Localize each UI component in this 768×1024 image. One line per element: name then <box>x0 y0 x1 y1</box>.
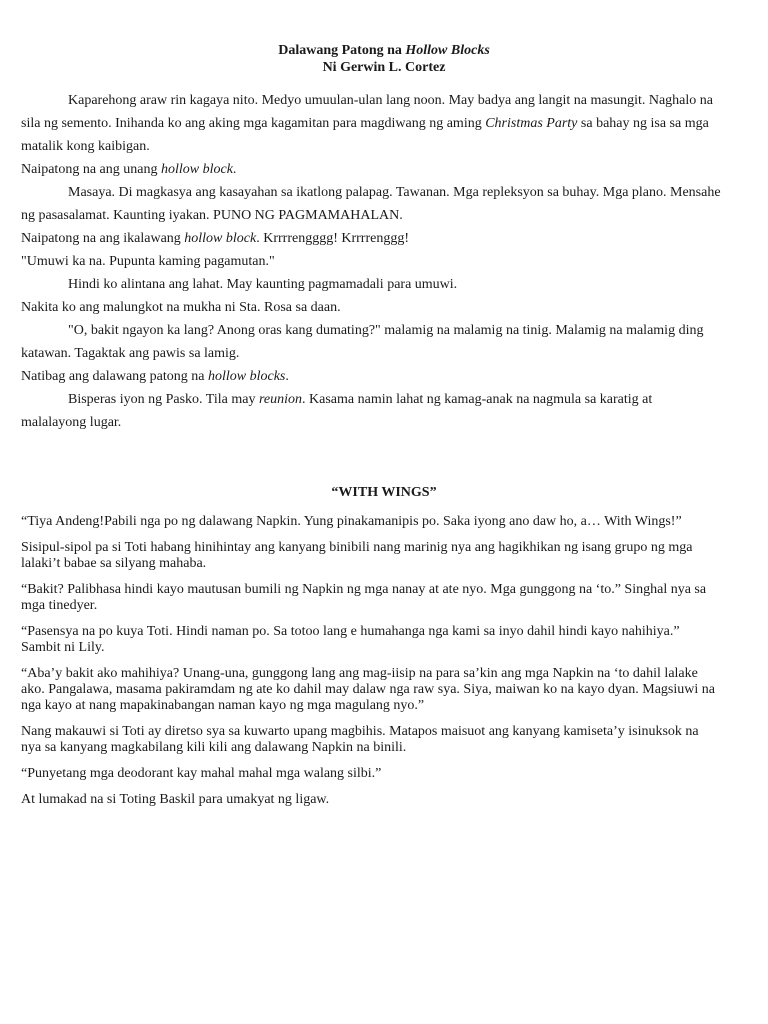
paragraph: Nakita ko ang malungkot na mukha ni Sta. Rosa sa daan. <box>21 300 341 315</box>
story1-title-italic: Hollow Blocks <box>405 43 490 58</box>
text-run: . Kasama namin lahat ng kamag-anak na nagmula sa karatig at malalayong lugar. <box>21 392 653 430</box>
paragraph: “Tiya Andeng!Pabili nga po ng dalawang Napkin. Yung pinakamanipis po. Saka iyong ano daw ho, a… With Wings!” <box>21 514 682 529</box>
italic-run: reunion <box>258 392 303 407</box>
story1-body <box>21 89 721 434</box>
story2-title: “WITH WINGS” <box>331 485 437 500</box>
paragraph: “Aba’y bakit ako mahihiya? Unang-una, gunggong lang ang mag-iisip na para sa’kin ang mga Napkin na ‘to dahil lalake ako. Pangalawa, masama pakiramdam ng ate ko dahil may dalaw nga raw sya. Siya, maiwan ko na kayo dyan. Magsiuwi na nga kayo at nang mapakinabangan naman kayo ng mga magulang nyo.” <box>21 666 715 713</box>
paragraph <box>21 89 721 158</box>
text-run: . <box>232 162 237 177</box>
story1-title <box>0 43 768 59</box>
story1-title-text: Dalawang Patong na <box>278 43 406 58</box>
paragraph <box>21 158 721 181</box>
paragraph <box>21 227 721 250</box>
text-run: . <box>285 369 289 384</box>
paragraph: "Umuwi ka na. Pupunta kaming pagamutan." <box>21 254 275 269</box>
italic-run: hollow blocks <box>208 369 286 384</box>
paragraph: “Bakit? Palibhasa hindi kayo mautusan bumili ng Napkin ng mga nanay at ate nyo. Mga gunggong na ‘to.” Singhal nya sa mga tinedyer. <box>21 582 707 613</box>
paragraph: Sisipul-sipol pa si Toti habang hinihintay ang kanyang binibili nang marinig nya ang hagikhikan ng isang grupo ng mga lalaki’t babae sa silyang mahaba. <box>21 540 693 571</box>
paragraph <box>21 365 721 388</box>
paragraph: Nang makauwi si Toti ay diretso sya sa kuwarto upang magbihis. Matapos maisuot ang kanyang kamiseta’y isinuksok na nya sa kanyang magkabilang kili kili ang dalawang Napkin na binili. <box>21 724 699 755</box>
text-run: . Krrrrengggg! Krrrrenggg! <box>256 231 409 246</box>
paragraph: Masaya. Di magkasya ang kasayahan sa ikatlong palapag. Tawanan. Mga repleksyon sa buhay. Mga plano. Mensahe ng pasasalamat. Kaunting iyakan. PUNO NG PAGMAMAHALAN. <box>21 185 721 223</box>
text-run: Naipatong na ang unang <box>21 162 161 177</box>
paragraph: "O, bakit ngayon ka lang? Anong oras kang dumating?" malamig na malamig na tinig. Malamig na malamig ding katawan. Tagaktak ang pawis sa lamig. <box>21 323 704 361</box>
text-run: Naipatong na ang ikalawang <box>21 231 185 246</box>
paragraph: Hindi ko alintana ang lahat. May kaunting pagmamadali para umuwi. <box>68 277 458 292</box>
paragraph: “Pasensya na po kuya Toti. Hindi naman po. Sa totoo lang e humahanga nga kami sa inyo dahil hindi kayo nahihiya.” Sambit ni Lily. <box>21 624 680 655</box>
text-run: sa bahay ng isa sa mga matalik kong kaibigan. <box>21 116 709 154</box>
text-run: Natibag ang dalawang patong na <box>21 369 208 384</box>
italic-run: hollow block <box>160 162 233 177</box>
text-run: Kaparehong araw rin kagaya nito. Medyo umuulan-ulan lang noon. May badya ang langit na masungit. Naghalo na sila ng semento. Inihanda ko ang aking mga kagamitan para magdiwang ng aming <box>21 93 713 131</box>
italic-run: hollow block <box>184 231 257 246</box>
story2-body <box>21 514 721 818</box>
italic-run: Christmas Party <box>485 116 578 131</box>
paragraph: “Punyetang mga deodorant kay mahal mahal mga walang silbi.” <box>21 766 382 781</box>
paragraph <box>21 388 721 434</box>
paragraph: At lumakad na si Toting Baskil para umakyat ng ligaw. <box>21 792 330 807</box>
text-run: Bisperas iyon ng Pasko. Tila may <box>68 392 259 407</box>
story1-author: Ni Gerwin L. Cortez <box>322 60 446 75</box>
